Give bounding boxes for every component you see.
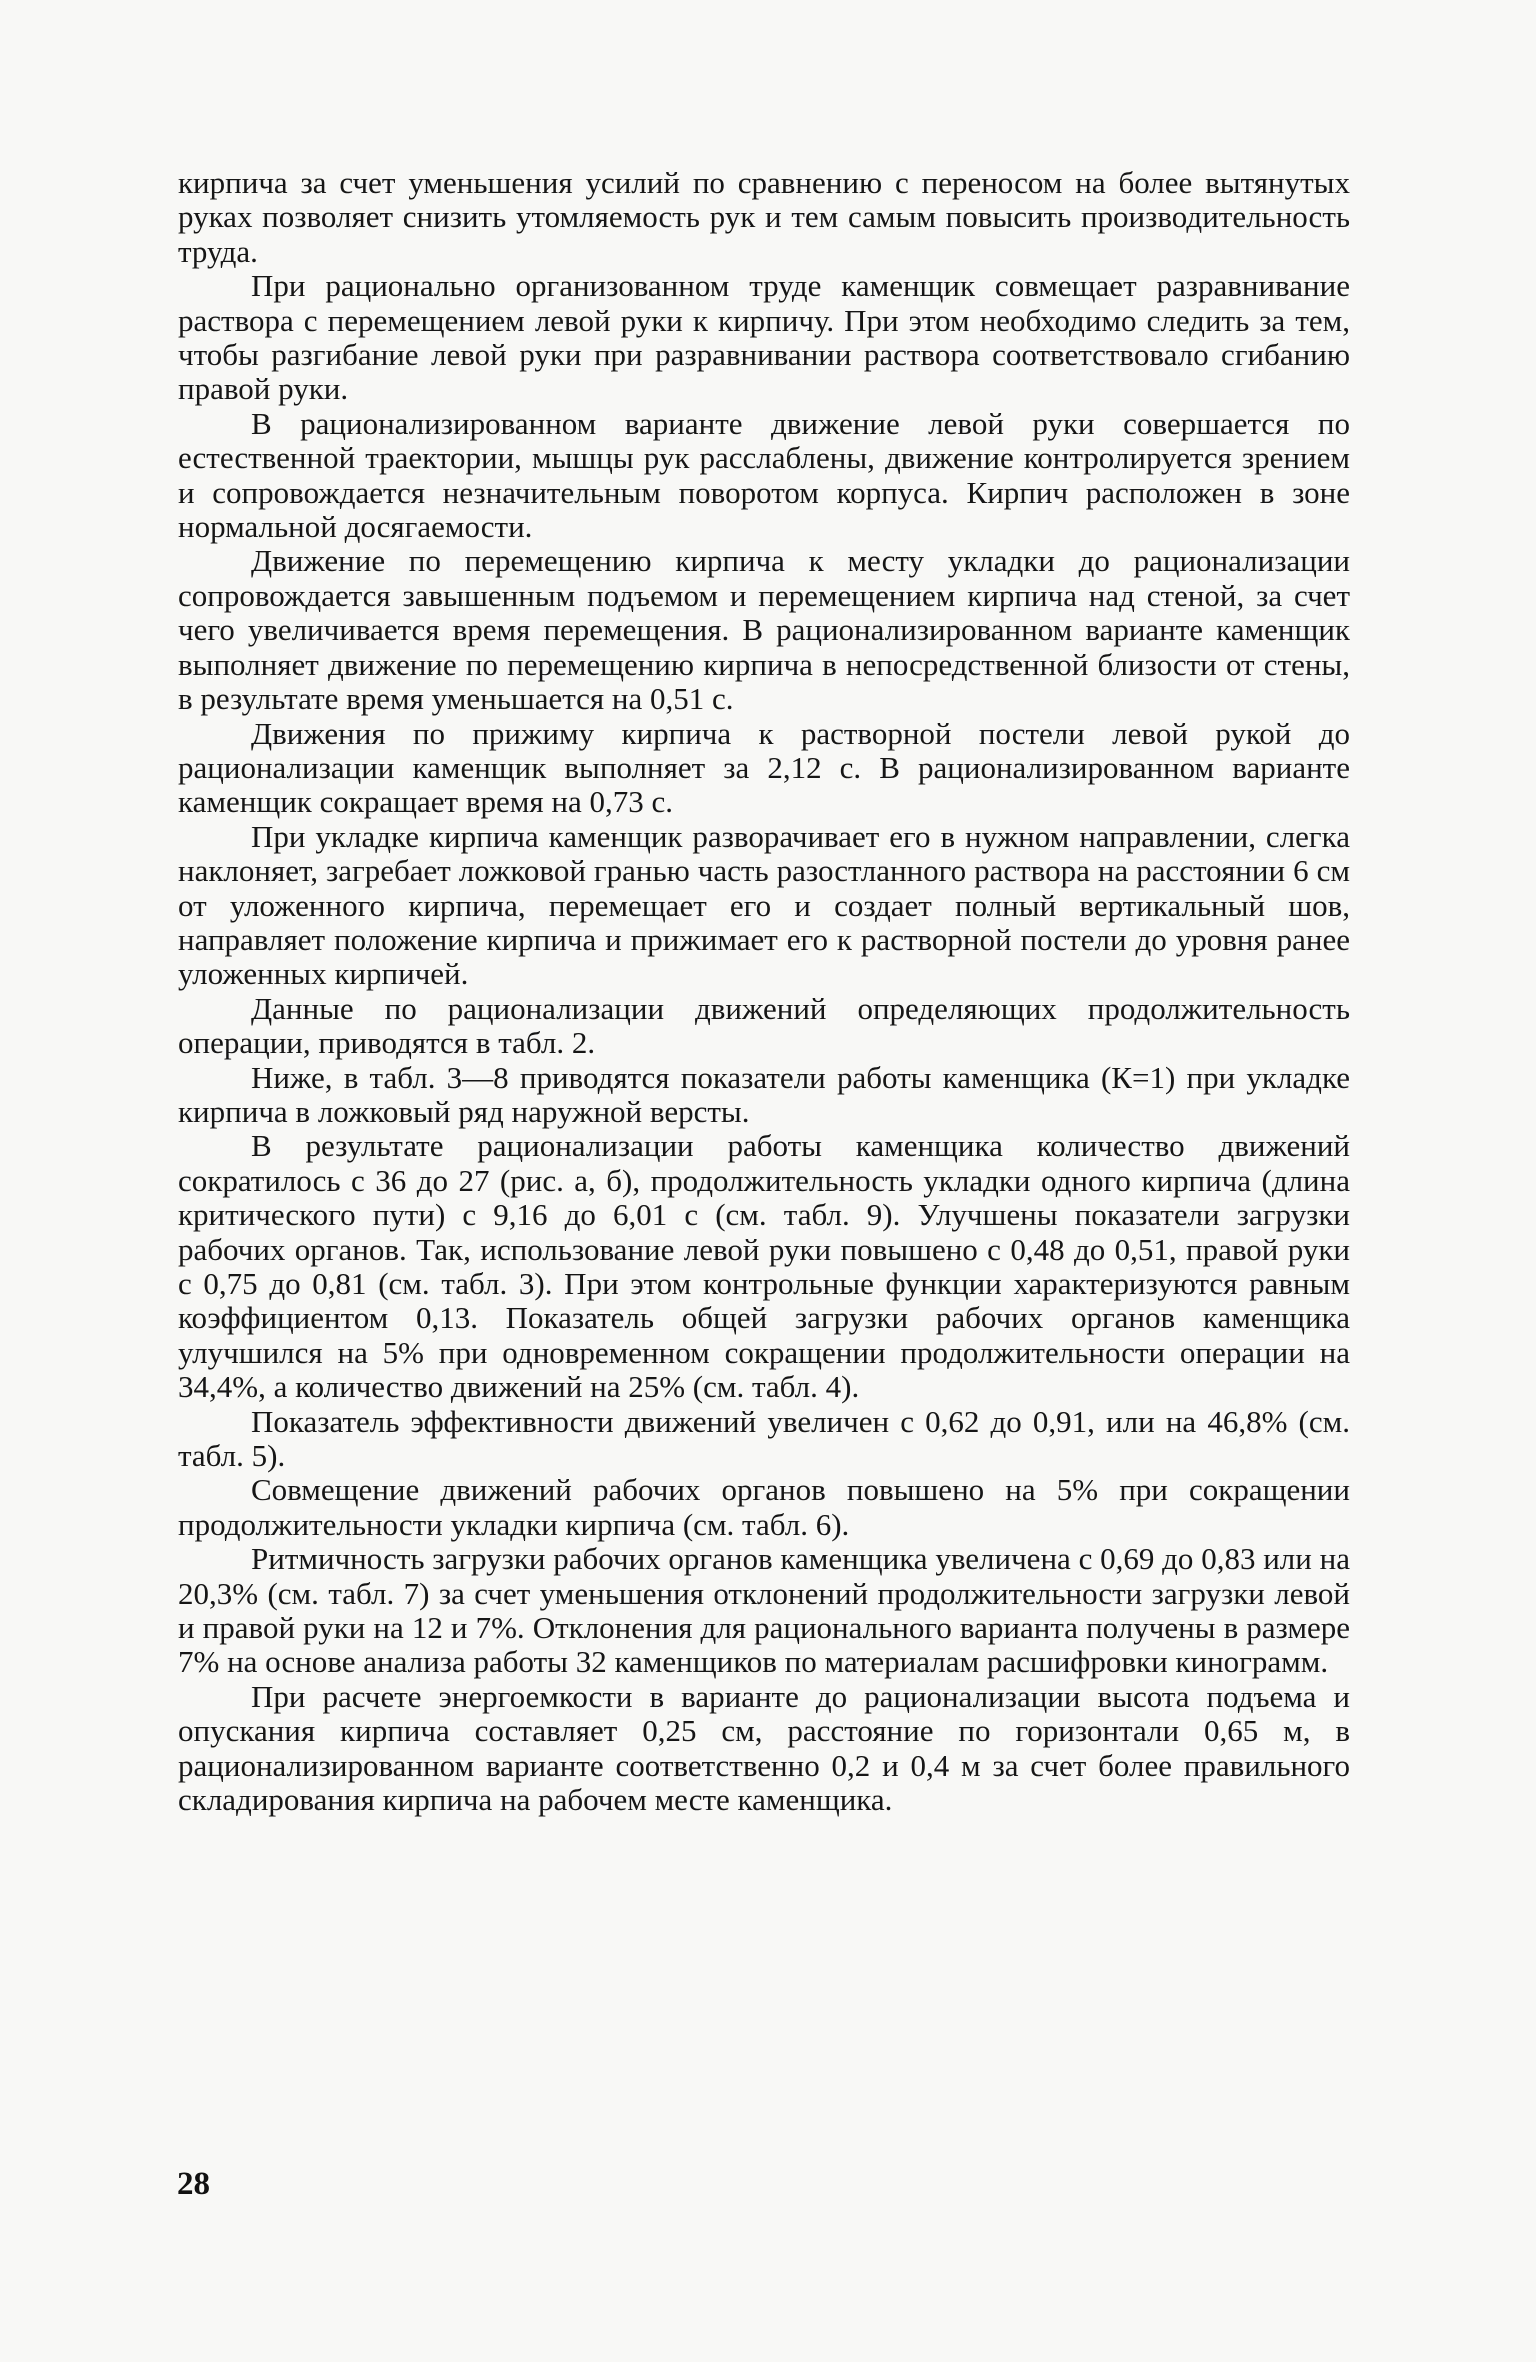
- paragraph: При расчете энергоемкости в варианте до рационализации высота подъема и опускания кирпича составляет 0,25 см, расстояние по горизонтали 0,65 м, в рационализированном варианте соответственно 0,2 и 0,4 м за счет более правильного складирования кирпича на рабочем месте каменщика.: [178, 1678, 1350, 1818]
- paragraph: При рационально организованном труде каменщик совмещает разравнивание раствора с перемещением левой руки к кирпичу. При этом необходимо следить за тем, чтобы разгибание левой руки при разравнивании раствора соответствовало сгибанию правой руки.: [178, 268, 1350, 407]
- paragraph: При укладке кирпича каменщик разворачивает его в нужном направлении, слегка наклоняет, загребает ложковой гранью часть разостланного раствора на расстоянии 6 см от уложенного кирпича, перемещает его и создает полный вертикальный шов, направляет положение кирпича и прижимает его к растворной постели до уровня ранее уложенных кирпичей.: [178, 818, 1350, 992]
- paragraph: В рационализированном варианте движение левой руки совершается по естественной траектории, мышцы рук расслаблены, движение контролируется зрением и сопровождается незначительным поворотом корпуса. Кирпич расположен в зоне нормальной досягаемости.: [178, 405, 1350, 545]
- paragraph: Движение по перемещению кирпича к месту укладки до рационализации сопровождается завышенным подъемом и перемещением кирпича над стеной, за счет чего увеличивается время перемещения. В рационализированном варианте каменщик выполняет движение по перемещению кирпича в непосредственной близости от стены, в результате время уменьшается на 0,51 с.: [178, 543, 1350, 717]
- page-number: 28: [177, 2166, 210, 2202]
- paragraph: Совмещение движений рабочих органов повышено на 5% при сокращении продолжительности укладки кирпича (см. табл. 6).: [178, 1472, 1350, 1542]
- paragraph: Ритмичность загрузки рабочих органов каменщика увеличена с 0,69 до 0,83 или на 20,3% (см. табл. 7) за счет уменьшения отклонений продолжительности загрузки левой и правой руки на 12 и 7%. Отклонения для рационального варианта получены в размере 7% на основе анализа работы 32 каменщиков по материалам расшифровки кинограмм.: [178, 1541, 1350, 1680]
- paragraph: Показатель эффективности движений увеличен с 0,62 до 0,91, или на 46,8% (см. табл. 5).: [178, 1403, 1350, 1474]
- paragraph: Ниже, в табл. 3—8 приводятся показатели работы каменщика (К=1) при укладке кирпича в ложковый ряд наружной версты.: [178, 1059, 1350, 1129]
- paragraph: В результате рационализации работы каменщика количество движений сократилось с 36 до 27 (рис. а, б), продолжительность укладки одного кирпича (длина критического пути) с 9,16 до 6,01 с (см. табл. 9). Улучшены показатели загрузки рабочих органов. Так, использование левой руки повышено с 0,48 до 0,51, правой руки с 0,75 до 0,81 (см. табл. 3). При этом контрольные функции характеризуются равным коэффициентом 0,13. Показатель общей загрузки рабочих органов каменщика улучшился на 5% при одновременном сокращении продолжительности операции на 34,4%, а количество движений на 25% (см. табл. 4).: [178, 1128, 1350, 1405]
- paragraph: Движения по прижиму кирпича к растворной постели левой рукой до рационализации каменщик выполняет за 2,12 с. В рационализированном варианте каменщик сокращает время на 0,73 с.: [178, 715, 1350, 820]
- body-text: [178, 166, 1350, 1818]
- paragraph: кирпича за счет уменьшения усилий по сравнению с переносом на более вытянутых руках позволяет снизить утомляемость рук и тем самым повысить производительность труда.: [178, 165, 1350, 269]
- paragraph: Данные по рационализации движений определяющих продолжительность операции, приводятся в табл. 2.: [178, 990, 1350, 1061]
